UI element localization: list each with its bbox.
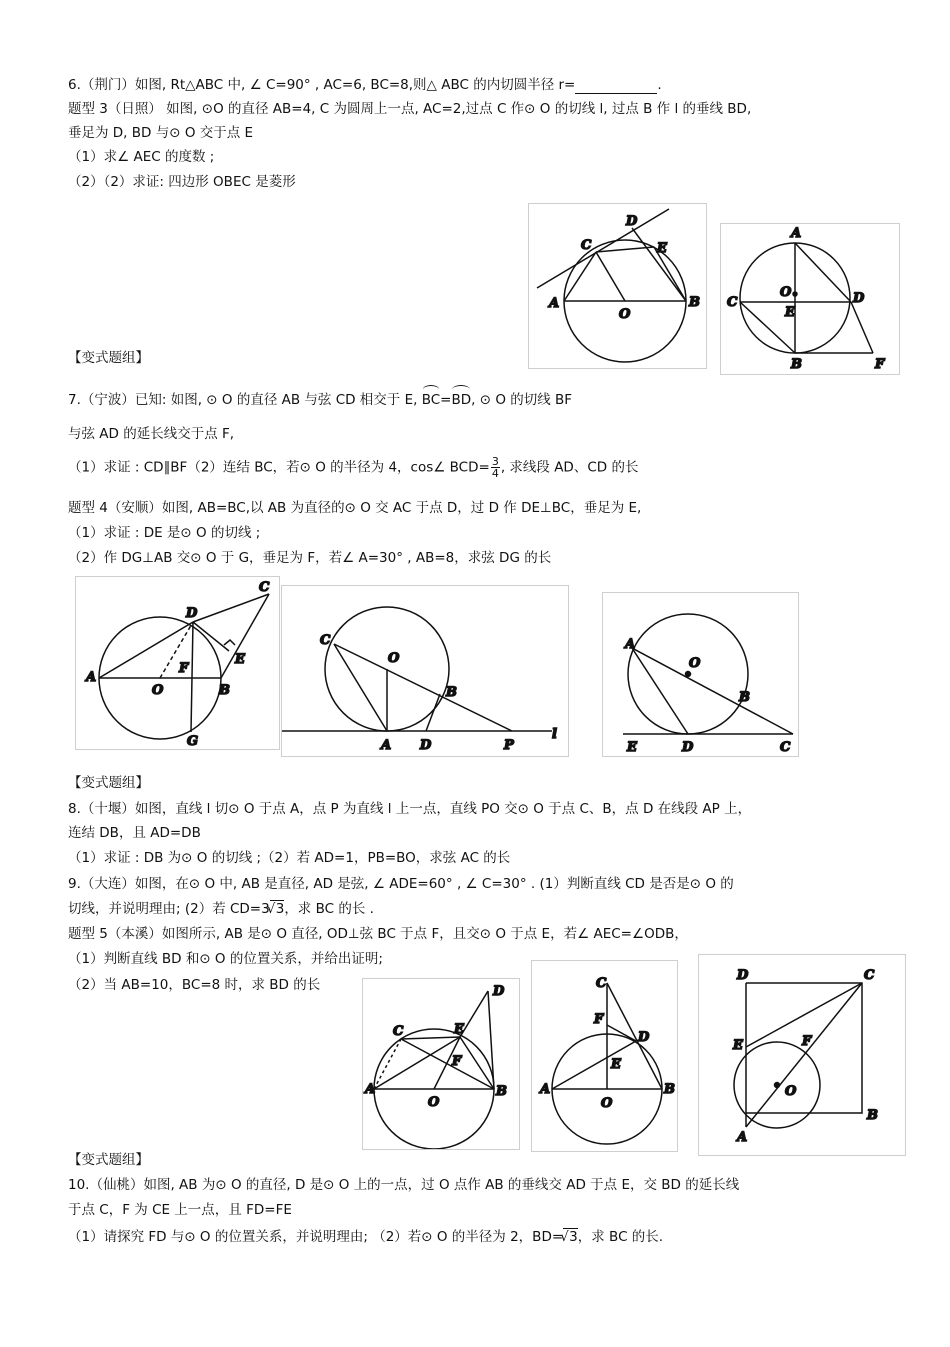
label-c: C (259, 580, 270, 595)
label-a: A (365, 1082, 376, 1097)
problem-9-line1: 9.（大连）如图，在⊙ O 中, AB 是直径, AD 是弦, ∠ ADE=60° , ∠ C=30° . (1）判断直线 CD 是否是⊙ O 的 (68, 876, 734, 892)
label-a: A (549, 296, 560, 311)
type4-line1: 题型 4（安顺）如图, AB=BC,以 AB 为直径的⊙ O 交 AC 于点 D，过 D 作 DE⊥BC，垂足为 E, (68, 500, 642, 516)
label-c: C (780, 740, 791, 755)
label-f: F (452, 1054, 462, 1069)
label-b: B (496, 1084, 507, 1099)
label-e: E (733, 1038, 743, 1053)
label-a: A (381, 738, 392, 753)
label-b: B (664, 1082, 675, 1097)
figure-1 (528, 203, 707, 369)
sqrt: √ 3 (563, 1228, 578, 1245)
section-variant-3: 【变式题组】 (68, 1152, 149, 1168)
figure-6 (362, 978, 520, 1150)
label-f: F (179, 661, 189, 676)
label-c: C (727, 295, 738, 310)
problem-7-line3 (68, 456, 638, 479)
problem-8-line1: 8.（十堰）如图，直线 l 切⊙ O 于点 A，点 P 为直线 l 上一点，直线 PO 交⊙ O 于点 C、B，点 D 在线段 AP 上， (68, 801, 752, 817)
section-variant-2: 【变式题组】 (68, 775, 149, 791)
label-e: E (627, 740, 637, 755)
label-o: O (619, 307, 631, 322)
label-o: O (152, 683, 164, 698)
problem-6-end: . (657, 77, 662, 93)
figure-8 (698, 954, 906, 1156)
problem-6-text: 6.（荆门）如图, Rt△ABC 中, ∠ C=90° , AC=6, BC=8,则△ ABC 的内切圆半径 r= (68, 77, 576, 93)
problem-6 (68, 76, 662, 94)
section-variant-1: 【变式题组】 (68, 350, 149, 366)
problem-7-text-end: , ⊙ O 的切线 BF (471, 392, 573, 408)
label-c: C (864, 968, 875, 983)
problem-9-text-end: ，求 BC 的长 . (284, 901, 374, 917)
label-d: D (737, 968, 749, 983)
label-f: F (875, 357, 885, 372)
type5-q2: （2）当 AB=10，BC=8 时，求 BD 的长 (68, 977, 321, 993)
label-c: C (581, 238, 592, 253)
problem-10-text: （1）请探究 FD 与⊙ O 的位置关系，并说明理由; （2）若⊙ O 的半径为 2，BD= (68, 1229, 564, 1245)
label-e: E (785, 305, 795, 320)
label-a: A (625, 637, 636, 652)
label-a: A (737, 1130, 748, 1145)
problem-7-line1 (68, 391, 572, 409)
label-b: B (739, 690, 750, 705)
type4-q1: （1）求证 : DE 是⊙ O 的切线 ; (68, 525, 261, 541)
label-o: O (601, 1096, 613, 1111)
problem-9-line2 (68, 900, 374, 918)
label-f: F (594, 1012, 604, 1027)
problem-7-q: （1）求证 : CD∥BF（2）连结 BC，若⊙ O 的半径为 4，cos∠ BCD= (68, 459, 490, 476)
label-c: C (596, 976, 607, 991)
label-g: G (187, 734, 199, 749)
label-d: D (420, 738, 432, 753)
label-b: B (689, 295, 700, 310)
figure-3 (75, 576, 280, 750)
label-d: D (638, 1030, 650, 1045)
type3-q2: （2）（2）求证: 四边形 OBEC 是菱形 (68, 174, 296, 190)
figure-5 (602, 592, 799, 757)
problem-9-text: 切线，并说明理由; (2）若 CD=3 (68, 901, 270, 917)
label-o: O (388, 651, 400, 666)
figure-7 (531, 960, 678, 1152)
problem-7-text: 7.（宁波）已知: 如图, ⊙ O 的直径 AB 与弦 CD 相交于 E, (68, 392, 418, 408)
label-d: D (682, 740, 694, 755)
label-b: B (446, 685, 457, 700)
type5-q1: （1）判断直线 BD 和⊙ O 的位置关系，并给出证明; (68, 951, 383, 967)
label-o: O (780, 285, 792, 300)
label-o: O (785, 1084, 797, 1099)
label-d: D (853, 291, 865, 306)
fraction-numerator: 3 (491, 455, 499, 468)
label-e: E (235, 652, 245, 667)
label-b: B (219, 683, 230, 698)
label-d: D (493, 984, 505, 999)
problem-10-line2: 于点 C，F 为 CE 上一点，且 FD=FE (68, 1202, 292, 1218)
equals: = (440, 392, 452, 408)
type4-q2: （2）作 DG⊥AB 交⊙ O 于 G，垂足为 F，若∠ A=30° , AB=8，求弦 DG 的长 (68, 550, 552, 566)
fraction (491, 456, 500, 479)
label-c: C (320, 633, 331, 648)
type3-line2: 垂足为 D, BD 与⊙ O 交于点 E (68, 125, 254, 141)
figure-4 (281, 585, 569, 757)
arc-bc: BC (421, 392, 441, 408)
answer-blank (575, 80, 657, 94)
label-e: E (454, 1022, 464, 1037)
type3-q1: （1）求∠ AEC 的度数 ; (68, 149, 215, 165)
type5-line1: 题型 5（本溪）如图所示, AB 是⊙ O 直径, OD⊥弦 BC 于点 F，且交⊙ O 于点 E，若∠ AEC=∠ODB， (68, 926, 688, 942)
label-a: A (540, 1082, 551, 1097)
label-a: A (791, 226, 802, 241)
problem-8-line2: 连结 DB，且 AD=DB (68, 825, 201, 841)
problem-10-q (68, 1228, 663, 1246)
type3-line1: 题型 3（日照） 如图, ⊙O 的直径 AB=4, C 为圆周上一点, AC=2,过点 C 作⊙ O 的切线 l, 过点 B 作 l 的垂线 BD, (68, 101, 752, 117)
label-a: A (86, 670, 97, 685)
sqrt: √ 3 (270, 900, 285, 917)
label-l: l (552, 727, 557, 742)
problem-8-q: （1）求证 : DB 为⊙ O 的切线 ;（2）若 AD=1，PB=BO，求弦 AC 的长 (68, 850, 511, 866)
label-p: P (504, 738, 514, 753)
figure-2 (720, 223, 900, 375)
arc-bd: BD (451, 392, 472, 408)
label-e: E (657, 241, 667, 256)
label-c: C (393, 1024, 404, 1039)
label-o: O (428, 1095, 440, 1110)
problem-10-line1: 10.（仙桃）如图, AB 为⊙ O 的直径, D 是⊙ O 上的一点，过 O 点作 AB 的垂线交 AD 于点 E，交 BD 的延长线 (68, 1177, 740, 1193)
fraction-denominator: 4 (491, 467, 499, 480)
label-f: F (802, 1034, 812, 1049)
label-o: O (689, 656, 701, 671)
problem-7-q-end: , 求线段 AD、CD 的长 (500, 459, 639, 476)
label-b: B (791, 357, 802, 372)
label-d: D (186, 606, 198, 621)
problem-10-text-end: ，求 BC 的长. (577, 1229, 664, 1245)
label-d: D (626, 214, 638, 229)
label-e: E (611, 1057, 621, 1072)
problem-7-line2: 与弦 AD 的延长线交于点 F, (68, 426, 235, 442)
label-b: B (867, 1108, 878, 1123)
